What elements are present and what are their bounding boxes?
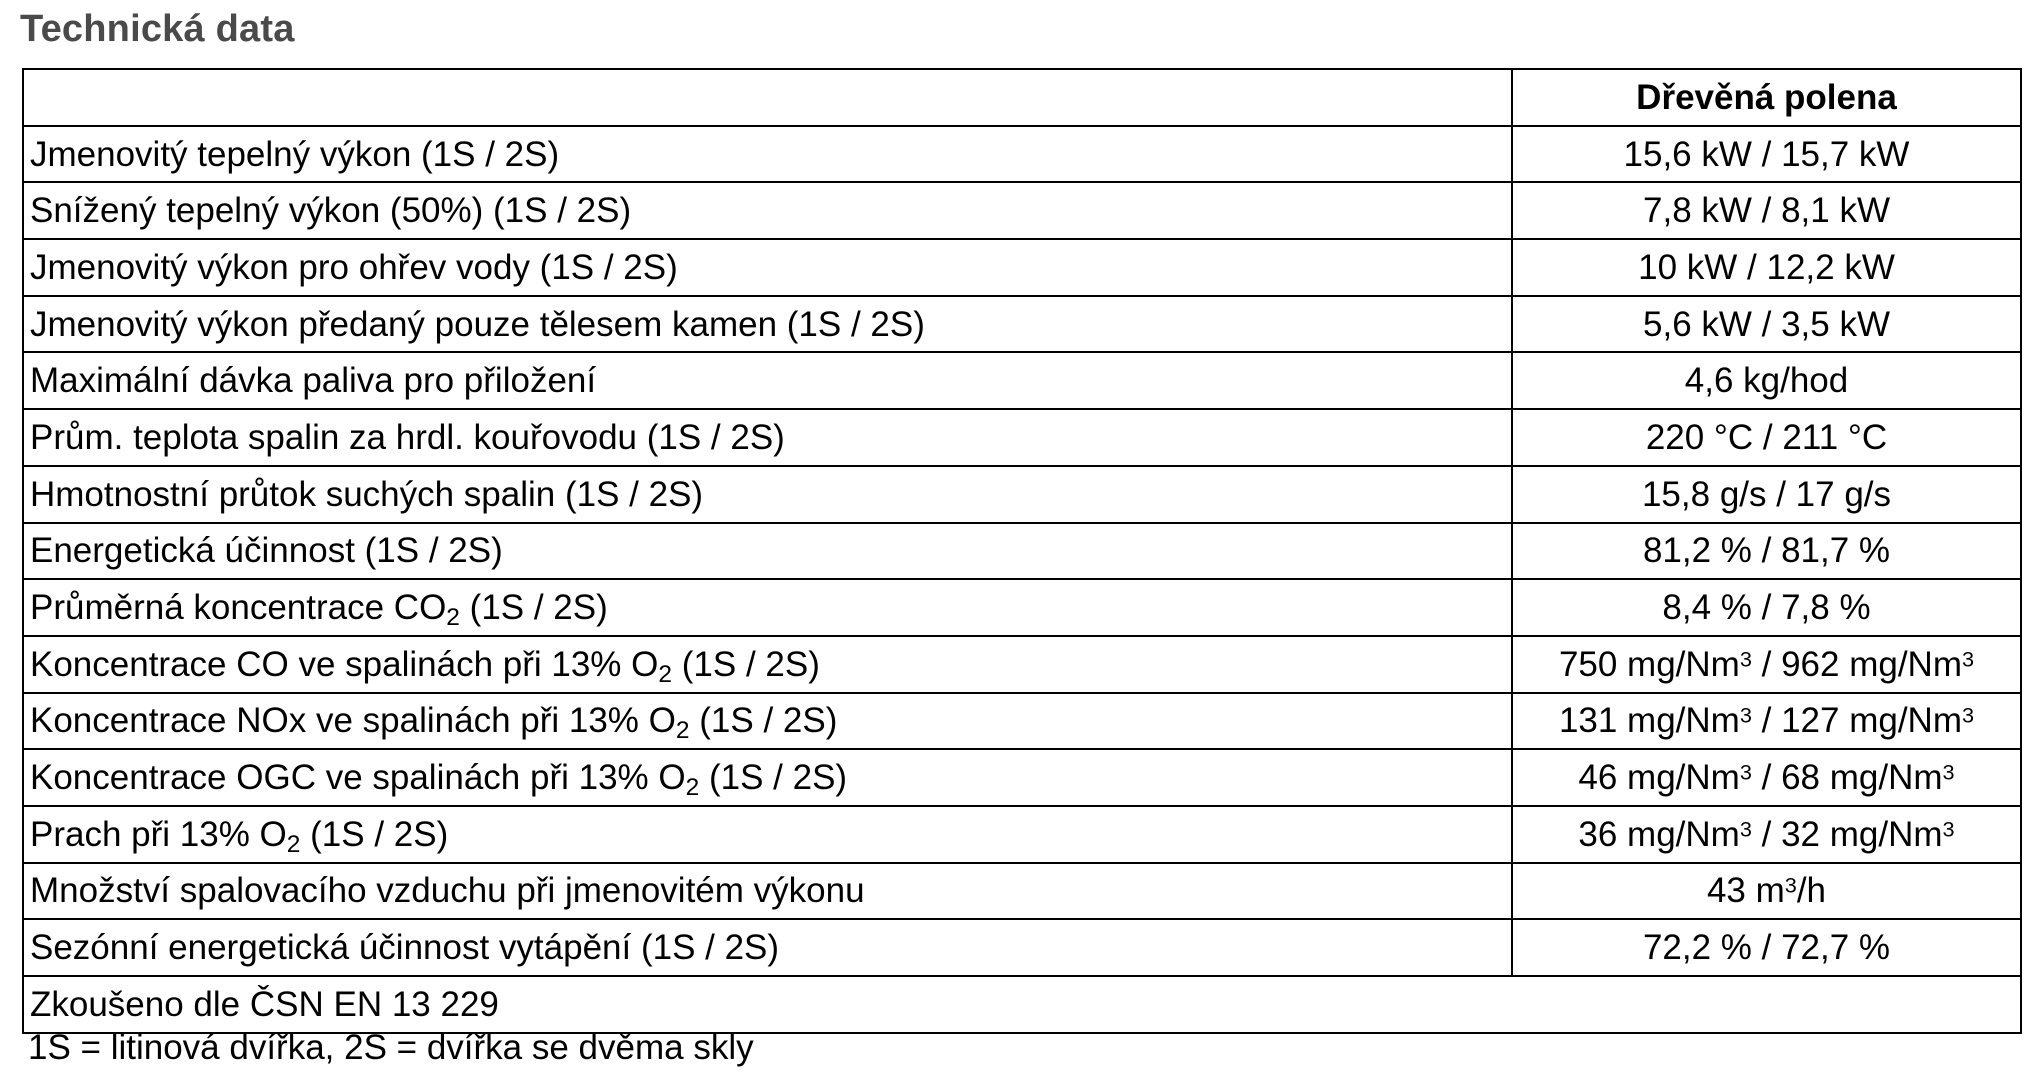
subscript: 2: [685, 774, 700, 802]
superscript: 3: [1739, 645, 1752, 671]
header-value-cell: Dřevěná polena: [1512, 69, 2021, 126]
table-row: [23, 466, 2021, 523]
table-footer-row: [23, 976, 2021, 1033]
value-text: 131 mg/Nm: [1558, 701, 1740, 741]
row-label: [23, 636, 1512, 693]
table-row: [23, 352, 2021, 409]
row-value: 72,2 % / 72,7 %: [1512, 919, 2021, 976]
table-row: [23, 636, 2021, 693]
technical-data-table: [22, 68, 2022, 1034]
superscript: 3: [1784, 872, 1797, 898]
value-text: /h: [1796, 871, 1827, 911]
table-row: [23, 239, 2021, 296]
superscript: 3: [1961, 702, 1975, 728]
row-label: Jmenovitý tepelný výkon (1S / 2S): [23, 126, 1512, 183]
value-text: / 32 mg/Nm: [1751, 814, 1943, 854]
label-text: (1S / 2S): [300, 814, 449, 854]
table-row: [23, 523, 2021, 580]
table-row: [23, 182, 2021, 239]
table-row: [23, 126, 2021, 183]
value-text: / 127 mg/Nm: [1751, 701, 1962, 741]
label-text: Prach při 13% O: [30, 814, 287, 854]
row-label: Jmenovitý výkon pro ohřev vody (1S / 2S): [23, 239, 1512, 296]
table-row: [23, 693, 2021, 750]
table-row: [23, 579, 2021, 636]
label-text: (1S / 2S): [459, 588, 608, 628]
row-label: Jmenovitý výkon předaný pouze tělesem kamen (1S / 2S): [23, 296, 1512, 353]
table-row: [23, 296, 2021, 353]
row-label: [23, 693, 1512, 750]
label-text: Koncentrace CO ve spalinách při 13% O: [30, 644, 659, 684]
row-value: 10 kW / 12,2 kW: [1512, 239, 2021, 296]
row-value: 81,2 % / 81,7 %: [1512, 523, 2021, 580]
row-label: [23, 806, 1512, 863]
table-row: [23, 749, 2021, 806]
value-text: / 68 mg/Nm: [1751, 758, 1943, 798]
row-value: [1512, 863, 2021, 920]
label-text: (1S / 2S): [689, 701, 838, 741]
row-value: [1512, 806, 2021, 863]
row-value: 15,6 kW / 15,7 kW: [1512, 126, 2021, 183]
row-label: Energetická účinnost (1S / 2S): [23, 523, 1512, 580]
row-label: Množství spalovacího vzduchu při jmenovitém výkonu: [23, 863, 1512, 920]
subscript: 2: [286, 830, 301, 858]
row-label: Sezónní energetická účinnost vytápění (1S / 2S): [23, 919, 1512, 976]
superscript: 3: [1739, 702, 1752, 728]
table-row: [23, 919, 2021, 976]
value-text: 43 m: [1706, 871, 1785, 911]
page-title: Technická data: [20, 8, 295, 50]
label-text: (1S / 2S): [699, 758, 848, 798]
table-row: [23, 409, 2021, 466]
row-label: Snížený tepelný výkon (50%) (1S / 2S): [23, 182, 1512, 239]
row-label: Maximální dávka paliva pro přiložení: [23, 352, 1512, 409]
row-value: 4,6 kg/hod: [1512, 352, 2021, 409]
label-text: (1S / 2S): [672, 644, 820, 684]
value-text: 750 mg/Nm: [1558, 644, 1740, 684]
label-text: Průměrná koncentrace CO: [30, 588, 447, 628]
label-text: Koncentrace NOx ve spalinách při 13% O: [30, 701, 676, 741]
row-value: 5,6 kW / 3,5 kW: [1512, 296, 2021, 353]
table-row: [23, 806, 2021, 863]
header-label-cell: [23, 69, 1512, 126]
row-label: [23, 579, 1512, 636]
row-value: [1512, 636, 2021, 693]
superscript: 3: [1739, 759, 1752, 785]
superscript: 3: [1961, 645, 1975, 671]
table-header-row: [23, 69, 2021, 126]
row-value: 15,8 g/s / 17 g/s: [1512, 466, 2021, 523]
row-label: Hmotnostní průtok suchých spalin (1S / 2S): [23, 466, 1512, 523]
label-text: Koncentrace OGC ve spalinách při 13% O: [30, 758, 686, 798]
subscript: 2: [446, 604, 460, 632]
table-row: [23, 863, 2021, 920]
value-text: 36 mg/Nm: [1578, 814, 1740, 854]
superscript: 3: [1739, 816, 1752, 842]
legend-note: 1S = litinová dvířka, 2S = dvířka se dvěma skly: [28, 1028, 754, 1067]
row-label: [23, 749, 1512, 806]
row-value: [1512, 749, 2021, 806]
subscript: 2: [658, 660, 673, 688]
footer-note: Zkoušeno dle ČSN EN 13 229: [23, 976, 2021, 1033]
row-value: 8,4 % / 7,8 %: [1512, 579, 2021, 636]
subscript: 2: [675, 717, 690, 745]
superscript: 3: [1942, 816, 1955, 842]
row-value: [1512, 693, 2021, 750]
value-text: 46 mg/Nm: [1578, 758, 1740, 798]
row-value: 7,8 kW / 8,1 kW: [1512, 182, 2021, 239]
superscript: 3: [1942, 759, 1955, 785]
row-label: Prům. teplota spalin za hrdl. kouřovodu (1S / 2S): [23, 409, 1512, 466]
row-value: 220 °C / 211 °C: [1512, 409, 2021, 466]
value-text: / 962 mg/Nm: [1751, 644, 1962, 684]
